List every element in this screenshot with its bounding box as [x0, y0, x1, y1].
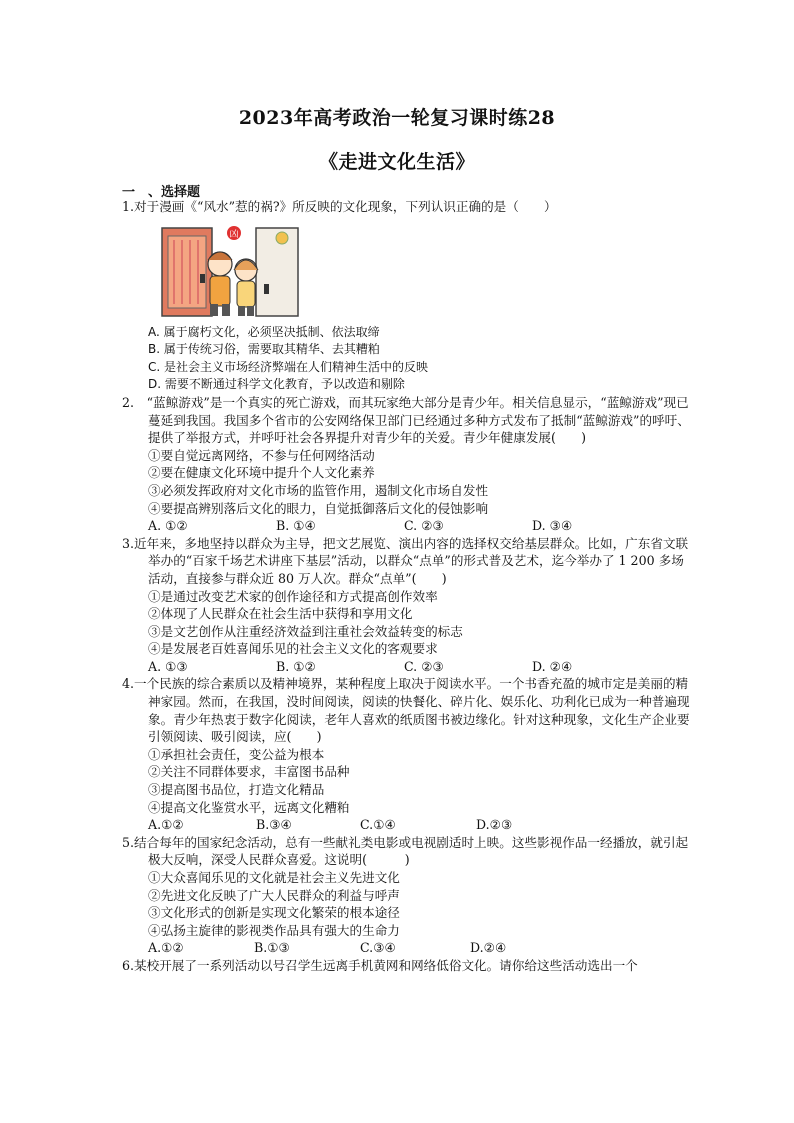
choice-c: C.③④ [360, 940, 396, 956]
choice-d: D.②③ [476, 817, 513, 833]
statement-2: ②要在健康文化环境中提升个人文化素养 [148, 465, 375, 481]
question-4 [122, 675, 692, 833]
question-stem: 6.某校开展了一系列活动以号召学生远离手机黄网和网络低俗文化。请你给这些活动选出一个 [122, 957, 638, 973]
option-c: C. 是社会主义市场经济弊端在人们精神生活中的反映 [148, 359, 429, 374]
question-stem: 4.一个民族的综合素质以及精神境界，某种程度上取决于阅读水平。一个书香充盈的城市定是美丽的精神家园。然而，在我国，没时间阅读，阅读的快餐化、碎片化、娱乐化、功利化已成为一种普遍现象。青少年热衷于数字化阅读，老年人喜欢的纸质图书被边缘化。针对这种现象，文化生产企业要引领阅读、吸引阅读，应( ) [122, 676, 690, 745]
question-5 [122, 834, 692, 957]
statement-3: ③提高图书品位，打造文化精品 [148, 782, 325, 798]
statement-1: ①是通过改变艺术家的创作途径和方式提高创作效率 [148, 588, 438, 604]
option-d: D. 需要不断通过科学文化教育，予以改造和剔除 [148, 377, 405, 392]
statement-3: ③必须发挥政府对文化市场的监管作用，遏制文化市场自发性 [148, 482, 489, 498]
option-a: A. 属于腐朽文化，必须坚决抵制、依法取缔 [148, 324, 380, 339]
statement-2: ②体现了人民群众在社会生活中获得和享用文化 [148, 606, 413, 622]
section-heading: 一 、选择题 [122, 185, 201, 200]
question-1 [122, 198, 692, 394]
answer-choices [122, 517, 692, 535]
question-stem: 1.对于漫画《“风水”惹的祸?》所反映的文化现象，下列认识正确的是（ ） [122, 199, 557, 214]
option-b: B. 属于传统习俗，需要取其精华、去其糟粕 [148, 342, 380, 357]
answer-choices [122, 939, 692, 957]
choice-a: A. ①③ [148, 658, 188, 674]
question-3 [122, 535, 692, 676]
cartoon-badge-text: 凶 [229, 229, 239, 240]
page-subtitle: 《走进文化生活》 [318, 151, 475, 173]
statement-4: ④弘扬主旋律的影视类作品具有强大的生命力 [148, 922, 400, 938]
question-stem: 3.近年来，多地坚持以群众为主导，把文艺展览、演出内容的选择权交给基层群众。比如，广东省文联举办的“百家千场艺术讲座下基层”活动，以群众“点单”的形式普及艺术，迄今举办了 1 200 多场活动，直接参与群众近 80 万人次。群众“点单”( ) [122, 535, 689, 586]
choice-a: A.①② [148, 817, 184, 833]
statement-4: ④要提高辨别落后文化的眼力，自觉抵御落后文化的侵蚀影响 [148, 500, 489, 516]
cartoon-illustration [160, 224, 300, 318]
statement-1: ①要自觉远离网络，不参与任何网络活动 [148, 447, 375, 463]
choice-d: D. ②④ [532, 658, 573, 674]
question-stem: 5.结合每年的国家纪念活动，总有一些献礼类电影或电视剧适时上映。这些影视作品一经播放，就引起极大反响，深受人民群众喜爱。这说明( ) [122, 834, 689, 868]
cartoon-image [160, 224, 300, 318]
question-list [122, 198, 692, 975]
page-title: 2023年高考政治一轮复习课时练28 [238, 107, 556, 129]
choice-a: A.①② [148, 940, 184, 956]
statement-2: ②先进文化反映了广大人民群众的利益与呼声 [148, 887, 400, 903]
choice-d: D.②④ [470, 940, 507, 956]
statement-4: ④是发展老百姓喜闻乐见的社会主义文化的客观要求 [148, 641, 438, 657]
statement-1: ①大众喜闻乐见的文化就是社会主义先进文化 [148, 870, 400, 885]
choice-b: B. ①② [276, 658, 316, 674]
choice-b: B. ①④ [276, 518, 316, 534]
statement-1: ①承担社会责任，变公益为根本 [148, 746, 325, 762]
choice-d: D. ③④ [532, 518, 573, 534]
statement-3: ③是文艺创作从注重经济效益到注重社会效益转变的标志 [148, 623, 463, 639]
choice-a: A. ①② [148, 518, 188, 534]
choice-b: B.①③ [254, 940, 290, 956]
choice-c: C.①④ [360, 817, 396, 833]
choice-b: B.③④ [256, 817, 292, 833]
statement-2: ②关注不同群体要求，丰富图书品种 [148, 764, 350, 780]
question-stem: 2. “蓝鲸游戏”是一个真实的死亡游戏，而其玩家绝大部分是青少年。相关信息显示，“蓝鲸游戏”现已蔓延到我国。我国多个省市的公安网络保卫部门已经通过多种方式发布了抵制“蓝鲸游戏”的呼吁、提供了举报方式，并呼吁社会各界提升对青少年的关爱。青少年健康发展( ) [122, 394, 690, 446]
statement-4: ④提高文化鉴赏水平，远离文化糟粕 [148, 799, 350, 815]
answer-choices [122, 816, 692, 834]
choice-c: C. ②③ [404, 518, 444, 534]
answer-choices [122, 658, 692, 676]
choice-c: C. ②③ [404, 658, 444, 674]
question-2 [122, 394, 692, 535]
statement-3: ③文化形式的创新是实现文化繁荣的根本途径 [148, 905, 400, 921]
question-6 [122, 957, 692, 975]
